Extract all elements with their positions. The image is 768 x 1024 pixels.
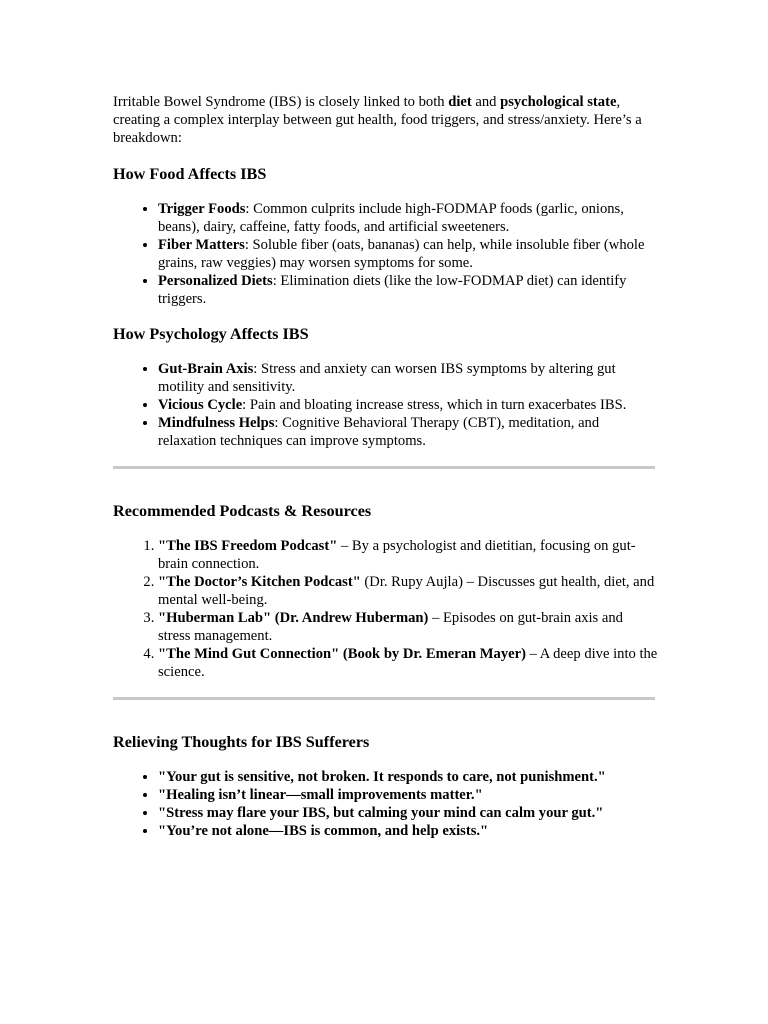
- document-body: [113, 93, 658, 840]
- thoughts-section-heading: Relieving Thoughts for IBS Sufferers: [113, 733, 370, 751]
- list-item: [158, 822, 658, 840]
- list-item-text: : Elimination diets (like the low-FODMAP diet) can identify triggers.: [158, 273, 627, 307]
- intro-text-1: Irritable Bowel Syndrome (IBS) is closely linked to both: [113, 94, 449, 110]
- intro-text-2: and: [471, 94, 501, 110]
- list-item: [158, 360, 658, 396]
- list-item-text: – Episodes on gut-brain axis and stress management.: [158, 610, 623, 644]
- list-item-term: "The Doctor’s Kitchen Podcast": [158, 574, 361, 590]
- list-item-term: "The IBS Freedom Podcast": [158, 538, 338, 554]
- quote-text: "Stress may flare your IBS, but calming your mind can calm your gut.": [158, 805, 604, 821]
- psychology-section-heading: How Psychology Affects IBS: [113, 325, 309, 343]
- list-item-text: : Common culprits include high-FODMAP foods (garlic, onions, beans), dairy, caffeine, fatty foods, and artificial sweeteners.: [158, 201, 624, 235]
- list-item-term: Trigger Foods: [158, 201, 246, 217]
- list-item-text: – A deep dive into the science.: [158, 646, 658, 680]
- list-item-text: : Stress and anxiety can worsen IBS symptoms by altering gut motility and sensitivity.: [158, 361, 616, 395]
- list-item-term: Vicious Cycle: [158, 397, 243, 413]
- quote-text: "Healing isn’t linear—small improvements matter.": [158, 787, 483, 803]
- list-item: [158, 200, 658, 236]
- list-item: [158, 609, 658, 645]
- list-item-text: : Soluble fiber (oats, bananas) can help, while insoluble fiber (whole grains, raw veggies) may worsen symptoms for some.: [158, 237, 645, 271]
- intro-text-3: , creating a complex interplay between gut health, food triggers, and stress/anxiety. Here’s a breakdown:: [113, 94, 642, 146]
- list-item-term: Gut-Brain Axis: [158, 361, 254, 377]
- quote-text: "You’re not alone—IBS is common, and help exists.": [158, 823, 489, 839]
- intro-bold-psychological-state: psychological state: [500, 94, 617, 110]
- list-item-term: Personalized Diets: [158, 273, 273, 289]
- list-item: [158, 396, 658, 414]
- list-item: [158, 236, 658, 272]
- quote-text: "Your gut is sensitive, not broken. It responds to care, not punishment.": [158, 769, 606, 785]
- thoughts-list: [113, 768, 658, 840]
- list-item-text: : Cognitive Behavioral Therapy (CBT), meditation, and relaxation techniques can improve symptoms.: [158, 415, 600, 449]
- list-item: [158, 272, 658, 308]
- list-item-text: (Dr. Rupy Aujla) – Discusses gut health, diet, and mental well-being.: [158, 574, 655, 608]
- psychology-list: [113, 360, 658, 450]
- list-item: [158, 645, 658, 681]
- list-item-term: "The Mind Gut Connection" (Book by Dr. Emeran Mayer): [158, 646, 526, 662]
- resources-section-heading: Recommended Podcasts & Resources: [113, 502, 372, 520]
- list-item-term: Mindfulness Helps: [158, 415, 275, 431]
- list-item: [158, 537, 658, 573]
- list-item-term: Fiber Matters: [158, 237, 245, 253]
- list-item: [158, 786, 658, 804]
- list-item: [158, 573, 658, 609]
- intro-paragraph: [113, 93, 658, 147]
- list-item: [158, 414, 658, 450]
- resources-list: [113, 537, 658, 681]
- list-item-text: – By a psychologist and dietitian, focusing on gut-brain connection.: [158, 538, 636, 572]
- food-list: [113, 200, 658, 308]
- list-item-term: "Huberman Lab" (Dr. Andrew Huberman): [158, 610, 429, 626]
- food-section-heading: How Food Affects IBS: [113, 165, 267, 183]
- list-item-text: : Pain and bloating increase stress, which in turn exacerbates IBS.: [242, 397, 627, 413]
- list-item: [158, 768, 658, 786]
- list-item: [158, 804, 658, 822]
- intro-bold-diet: diet: [448, 94, 472, 110]
